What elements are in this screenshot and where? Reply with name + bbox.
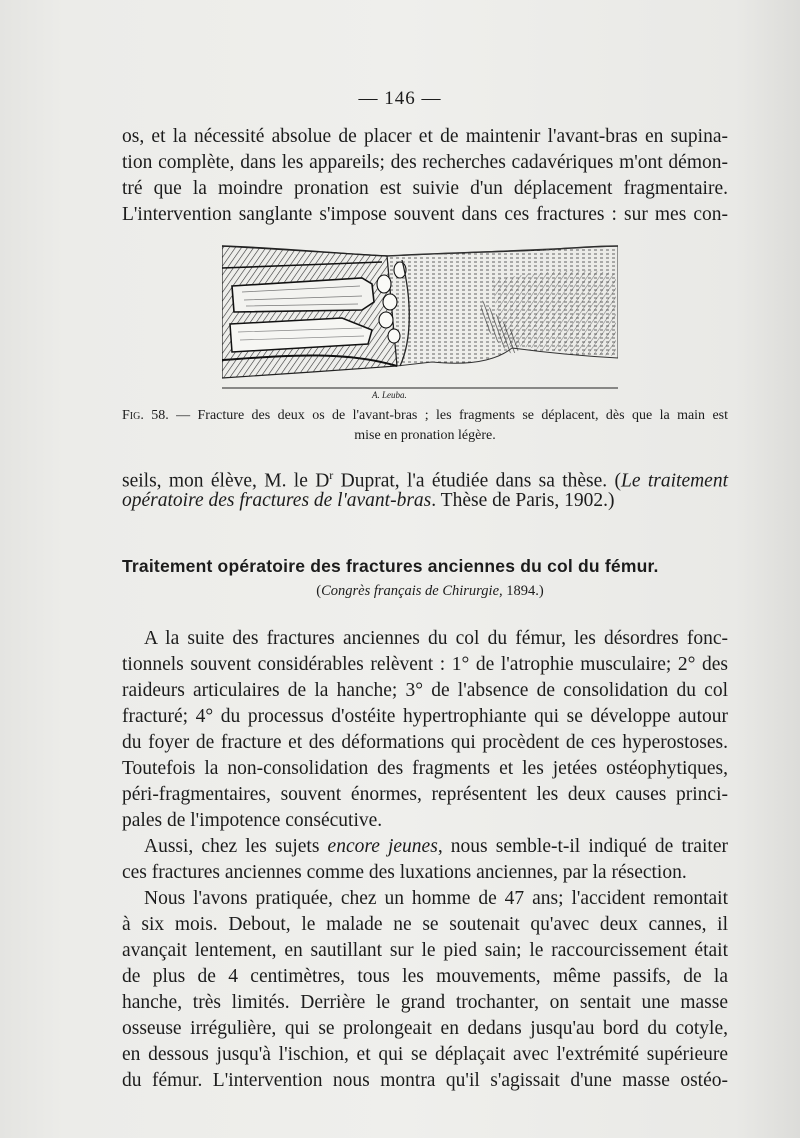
text-line: L'intervention sanglante s'impose souvent dans ces fractures : sur mes con- [122,204,728,225]
text-line: fracturé; 4° du processus d'ostéite hypertrophiante qui se développe autour [122,706,728,727]
text-line: avançait lentement, en sautillant sur le pied sain; le raccourcissement était [122,940,728,961]
text-line: Aussi, chez les sujets encore jeunes, nous semble-t-il indiqué de traiter [144,836,728,857]
text-line: à six mois. Debout, le malade ne se soutenait qu'avec deux cannes, il [122,914,728,935]
text-line: de plus de 4 centimètres, tous les mouvements, même passifs, de la [122,966,728,987]
text-line: Toutefois la non-consolidation des fragments et les jetées ostéophytiques, [122,758,728,779]
text-line: tion complète, dans les appareils; des recherches cadavériques m'ont démon- [122,152,728,173]
figure-caption-line-1 [122,406,728,425]
text-line: en dessous jusqu'à l'ischion, et qui se déplaçait avec l'extrémité supérieure [122,1044,728,1065]
text-line: pales de l'impotence consécutive. [122,810,383,831]
text-line: raideurs articulaires de la hanche; 3° de l'absence de consolidation du col [122,680,728,701]
text-line: hanche, très limités. Derrière le grand trochanter, on sentait une masse [122,992,728,1013]
continuation-line-2: opératoire des fractures de l'avant-bras. Thèse de Paris, 1902.) [122,490,615,511]
page-number: — 146 — [358,88,442,109]
text-line: du foyer de fracture et des déformations qui procèdent de ces hyperostoses. [122,732,728,753]
section-source: (Congrès français de Chirurgie, 1894.) [316,583,544,599]
text-line: osseuse irrégulière, qui se prolongeait en dedans jusqu'au bord du cotyle, [122,1018,728,1039]
figure-caption-text: — Fracture des deux os de l'avant-bras ; les fragments se déplacent, dès que la main est [176,408,728,423]
section-title: Traitement opératoire des fractures anciennes du col du fémur. [122,556,659,576]
text-line: os, et la nécessité absolue de placer et de maintenir l'avant-bras en supina- [122,126,728,147]
text-line: A la suite des fractures anciennes du col du fémur, les désordres fonc- [144,628,728,649]
text-line: du fémur. L'intervention nous montra qu'il s'agissait d'une masse ostéo- [122,1070,728,1091]
figure-caption-line-2: mise en pronation légère. [354,428,496,443]
text-line: péri-fragmentaires, souvent énormes, représentent les deux causes princi- [122,784,728,805]
text-line: ces fractures anciennes comme des luxations anciennes, par la résection. [122,862,687,883]
text-line: tionnels souvent considérables relèvent : 1° de l'atrophie musculaire; 2° des [122,654,728,675]
text-line: tré que la moindre pronation est suivie d'un déplacement fragmentaire. [122,178,728,199]
illustrator-signature: A. Leuba. [372,390,407,400]
continuation-line-1: seils, mon élève, M. le $D^r$ Duprat, l'a étudiée dans sa thèse. (Le traitement [122,468,729,492]
text-line: Nous l'avons pratiquée, chez un homme de 47 ans; l'accident remontait [144,888,728,909]
figure-label: Fig. 58. [122,408,169,423]
forearm-fracture-illustration [222,240,618,402]
